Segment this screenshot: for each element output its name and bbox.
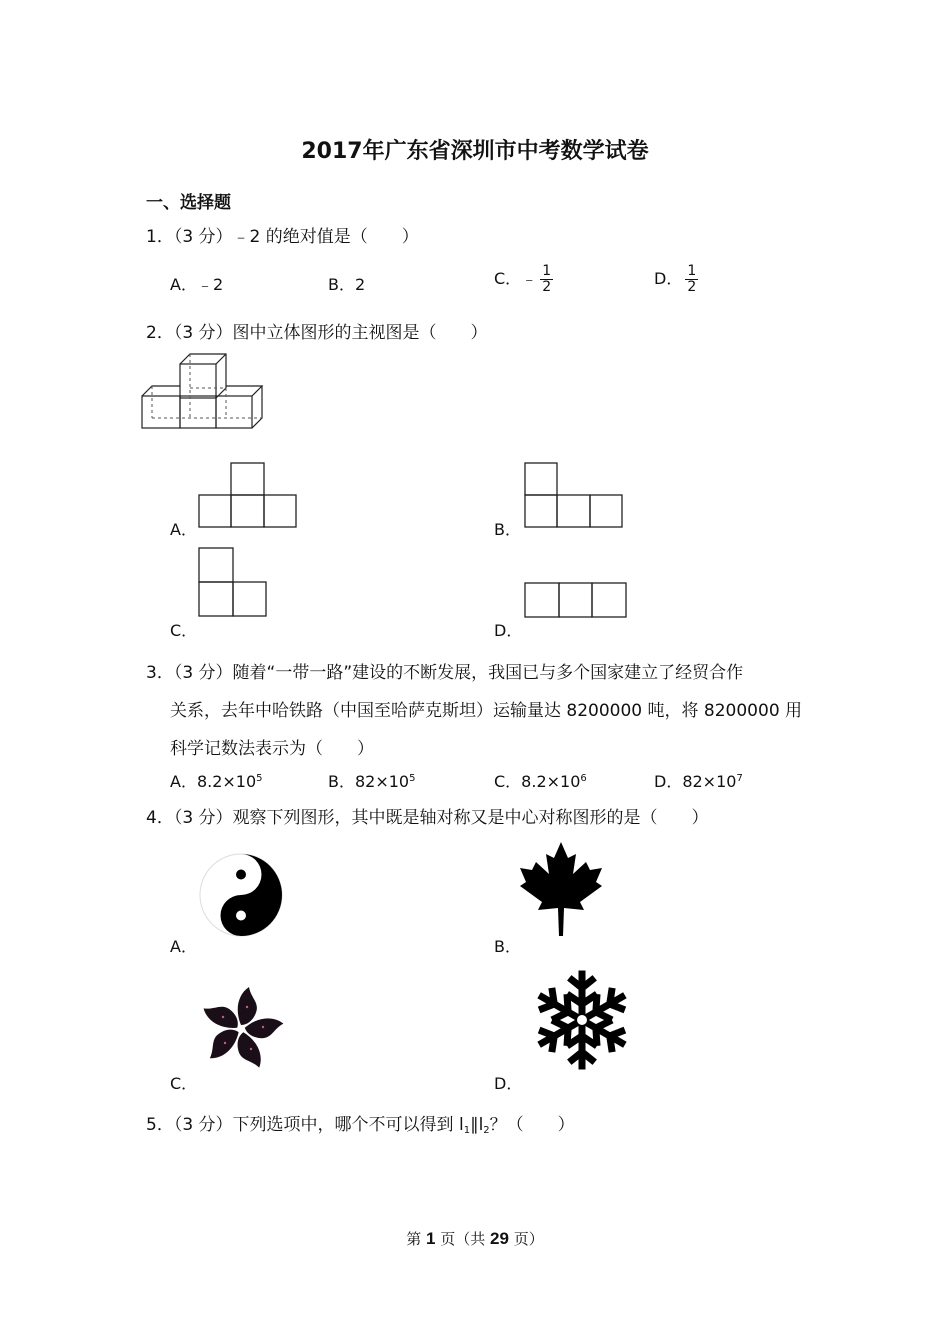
- page-footer: [0, 1228, 950, 1249]
- q4-option-a-label: A．: [170, 937, 197, 956]
- option-text: A．8.2×10: [170, 772, 257, 791]
- total-page-count: 29: [490, 1229, 509, 1248]
- denominator: 2: [687, 279, 697, 295]
- q2-option-d-label: D．: [494, 621, 523, 640]
- parallel-symbol: ∥l: [470, 1115, 484, 1135]
- q2-option-a-figure: [198, 462, 298, 528]
- question-text: （3 分）图中立体图形的主视图是（ ）: [173, 323, 488, 343]
- q4-option-b-label: B．: [494, 937, 521, 956]
- question-3-line-2: 关系，去年中哈铁路（中国至哈萨克斯坦）运输量达 8200000 吨，将 8200000 用: [170, 701, 803, 721]
- subscript: 2: [483, 1125, 490, 1136]
- q3-option-b: [328, 769, 415, 792]
- exponent: 7: [736, 773, 743, 784]
- subscript: 1: [463, 1125, 471, 1136]
- page-title: 2017年广东省深圳市中考数学试卷: [301, 139, 649, 164]
- footer-middle: 页（共: [435, 1230, 491, 1248]
- q2-option-c-figure: [198, 547, 268, 617]
- option-text: C．8.2×10: [494, 772, 581, 791]
- q2-option-c-label: C．: [170, 621, 198, 640]
- option-text: B．82×10: [328, 772, 410, 791]
- q1-option-d: [654, 264, 698, 295]
- question-number: 5．: [146, 1115, 174, 1135]
- question-1: [146, 222, 419, 247]
- fraction: [685, 264, 698, 295]
- question-3-line-3: 科学记数法表示为（ ）: [170, 739, 374, 759]
- question-5: [146, 1110, 575, 1135]
- q2-option-d-figure: [524, 582, 628, 618]
- option-label: D．: [654, 269, 683, 288]
- solid-figure-image: [140, 352, 272, 432]
- question-number: 4．: [146, 808, 174, 828]
- exponent: 5: [256, 773, 263, 784]
- q2-option-a-label: A．: [170, 520, 197, 539]
- exponent: 5: [409, 773, 416, 784]
- question-4: [146, 803, 709, 828]
- q1-option-b: B．2: [328, 275, 366, 294]
- minus-sign: ﹣: [521, 269, 538, 288]
- numerator: 1: [687, 263, 697, 279]
- section-heading: 一、选择题: [146, 193, 231, 213]
- fraction: [540, 264, 553, 295]
- question-text: （3 分）随着“一带一路”建设的不断发展，我国已与多个国家建立了经贸合作: [173, 663, 744, 683]
- q3-option-a: [170, 769, 263, 792]
- q2-option-b-figure: [524, 462, 624, 528]
- footer-suffix: 页）: [508, 1230, 544, 1248]
- q3-option-d: [654, 769, 743, 792]
- maple-leaf-icon: [518, 840, 604, 936]
- question-text: （3 分）下列选项中，哪个不可以得到 l: [173, 1115, 464, 1135]
- denominator: 2: [542, 279, 552, 295]
- q1-option-a: A．﹣2: [170, 275, 224, 294]
- question-2: [146, 318, 488, 343]
- question-number: 1．: [146, 227, 174, 247]
- question-number: 3．: [146, 663, 174, 683]
- footer-prefix: 第: [406, 1230, 427, 1248]
- question-text-end: ？（ ）: [489, 1115, 575, 1135]
- yin-yang-icon: [198, 852, 284, 938]
- option-text: D．82×10: [654, 772, 737, 791]
- q1-option-c: [494, 264, 553, 295]
- numerator: 1: [542, 263, 552, 279]
- exponent: 6: [580, 773, 587, 784]
- question-number: 2．: [146, 323, 174, 343]
- question-3-line-1: [146, 658, 743, 683]
- question-text: （3 分）﹣2 的绝对值是（ ）: [173, 227, 419, 247]
- q4-option-c-label: C．: [170, 1074, 198, 1093]
- q3-option-c: [494, 769, 587, 792]
- bauhinia-icon: [196, 984, 286, 1074]
- q4-option-d-label: D．: [494, 1074, 523, 1093]
- q2-option-b-label: B．: [494, 520, 521, 539]
- question-text: （3 分）观察下列图形，其中既是轴对称又是中心对称图形的是（ ）: [173, 808, 709, 828]
- current-page-number: 1: [426, 1229, 436, 1248]
- snowflake-icon: [528, 970, 636, 1070]
- option-label: C．: [494, 269, 522, 288]
